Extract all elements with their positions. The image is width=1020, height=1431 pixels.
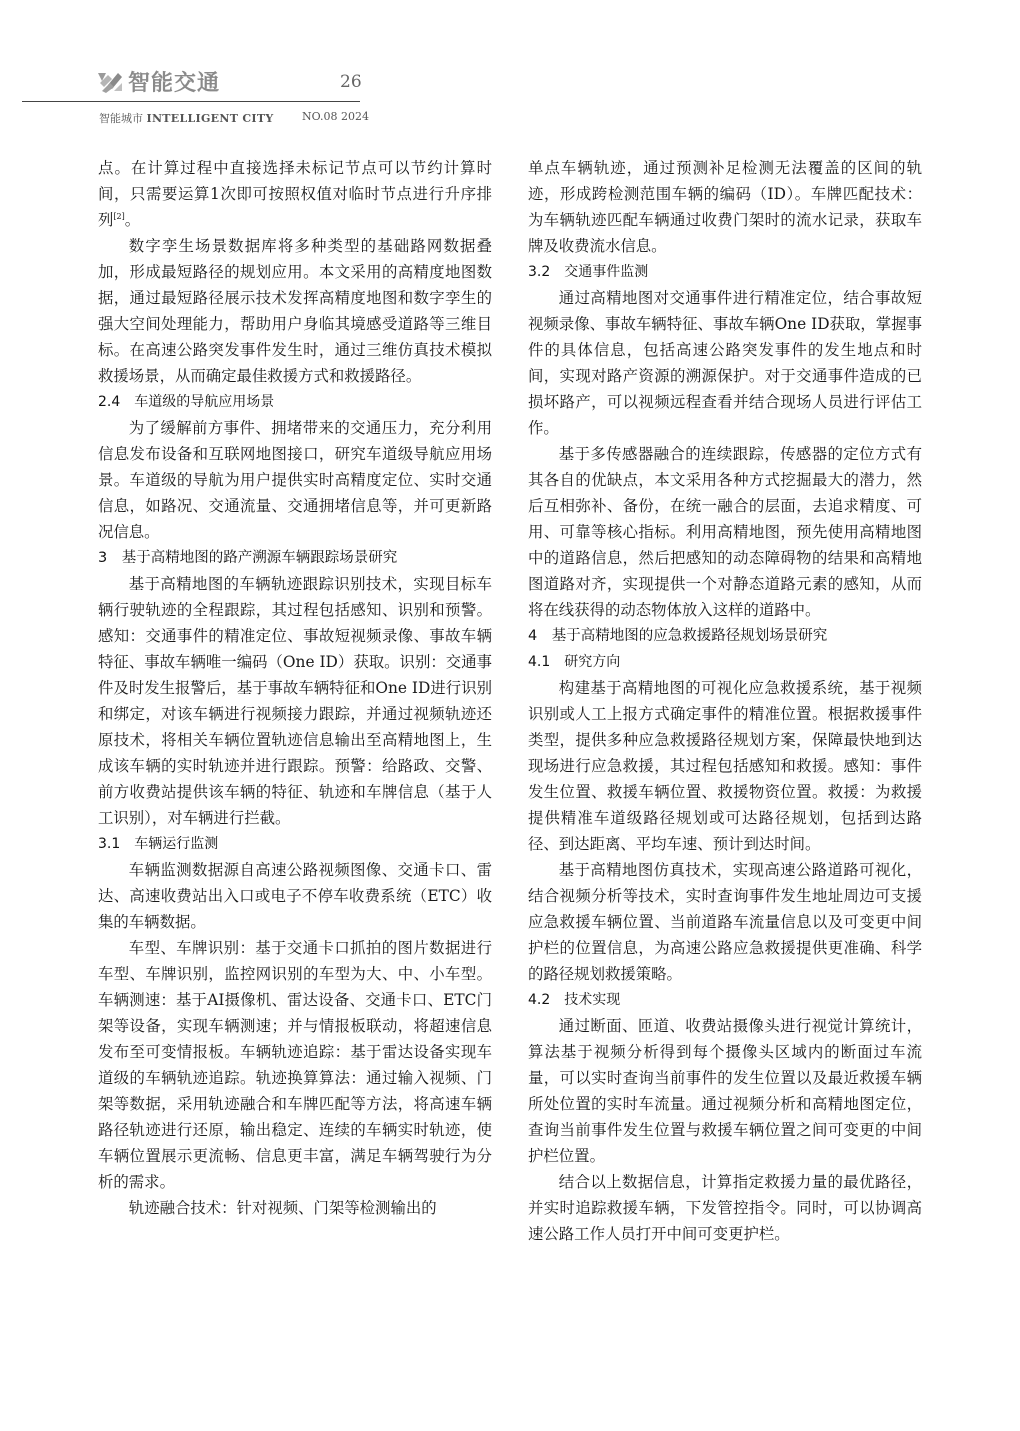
section-heading-3-1: 3.1 车辆运行监测 <box>98 836 219 852</box>
paragraph-text: 点。在计算过程中直接选择未标记节点可以节约计算时间，只需要运算1次即可按照权值对临时节点进行升序排列 <box>98 159 492 229</box>
journal-title: 智能交通 <box>128 71 221 96</box>
paragraph: 车型、车牌识别：基于交通卡口抓拍的图片数据进行车型、车牌识别，监控网识别的车型为大、中、小车型。车辆测速：基于AI摄像机、雷达设备、交通卡口、ETC门架等设备，实现车辆测速；并与情报板联动，将超速信息发布至可变情报板。车辆轨迹追踪：基于雷达设备实现车道级的车辆轨迹追踪。轨迹换算算法：通过输入视频、门架等数据，采用轨迹融合和车牌匹配等方法，将高速车辆路径轨迹进行还原，输出稳定、连续的车辆实时轨迹，使车辆位置展示更流畅、信息更丰富，满足车辆驾驶行为分析的需求。 <box>98 939 492 1191</box>
section-heading-4: 4 基于高精地图的应急救援路径规划场景研究 <box>528 628 828 644</box>
section-heading-2-4: 2.4 车道级的导航应用场景 <box>98 394 275 410</box>
issue-number: NO.08 2024 <box>302 110 369 123</box>
left-column <box>98 155 492 1221</box>
paragraph: 轨迹融合技术：针对视频、门架等检测输出的 <box>128 1199 437 1217</box>
journal-logo-icon <box>96 69 124 95</box>
section-heading-4-2: 4.2 技术实现 <box>528 992 621 1008</box>
page-header <box>0 0 1020 140</box>
paragraph: 通过高精地图对交通事件进行精准定位，结合事故短视频录像、事故车辆特征、事故车辆One ID获取，掌握事件的具体信息，包括高速公路突发事件的发生地点和时间，实现对路产资源的溯源保护。对于交通事件造成的已损坏路产，可以视频远程查看并结合现场人员进行评估工作。 <box>528 289 922 437</box>
section-heading-3: 3 基于高精地图的路产溯源车辆跟踪场景研究 <box>98 550 398 566</box>
paragraph: 结合以上数据信息，计算指定救援力量的最优路径，并实时追踪救援车辆，下发管控指令。同时，可以协调高速公路工作人员打开中间可变更护栏。 <box>528 1173 922 1243</box>
header-rule <box>22 101 360 102</box>
journal-name-cn: 智能城市 <box>99 112 143 125</box>
journal-name <box>99 110 273 126</box>
paragraph: 车辆监测数据源自高速公路视频图像、交通卡口、雷达、高速收费站出入口或电子不停车收费系统（ETC）收集的车辆数据。 <box>98 861 492 931</box>
paragraph: 构建基于高精地图的可视化应急救援系统，基于视频识别或人工上报方式确定事件的精准位置。根据救援事件类型，提供多种应急救援路径规划方案，保障最快地到达现场进行应急救援，其过程包括感知和救援。感知：事件发生位置、救援车辆位置、救援物资位置。救援：为救援提供精准车道级路径规划或可达路径规划，包括到达路径、到达距离、平均车速、预计到达时间。 <box>528 679 922 853</box>
right-column <box>528 155 922 1247</box>
paragraph: 通过断面、匝道、收费站摄像头进行视觉计算统计，算法基于视频分析得到每个摄像头区域内的断面过车流量，可以实时查询当前事件的发生位置以及最近救援车辆所处位置的实时车流量。通过视频分析和高精地图定位，查询当前事件发生位置与救援车辆位置之间可变更的中间护栏位置。 <box>528 1017 922 1165</box>
section-heading-4-1: 4.1 研究方向 <box>528 654 621 670</box>
paragraph-text-end: 。 <box>124 211 141 229</box>
journal-logo <box>96 66 220 97</box>
page-number: 26 <box>340 72 362 92</box>
paragraph <box>98 155 492 233</box>
paragraph: 基于多传感器融合的连续跟踪，传感器的定位方式有其各自的优缺点，本文采用各种方式挖掘最大的潜力，然后互相弥补、备份，在统一融合的层面，去追求精度、可用、可靠等核心指标。利用高精地图，预先使用高精地图中的道路信息，然后把感知的动态障碍物的结果和高精地图道路对齐，实现提供一个对静态道路元素的感知，从而将在线获得的动态物体放入这样的道路中。 <box>528 445 922 619</box>
paragraph: 基于高精地图仿真技术，实现高速公路道路可视化，结合视频分析等技术，实时查询事件发生地址周边可支援应急救援车辆位置、当前道路车流量信息以及可变更中间护栏的位置信息，为高速公路应急救援提供更准确、科学的路径规划救援策略。 <box>528 861 922 983</box>
citation: [2] <box>113 211 125 221</box>
journal-name-en: INTELLIGENT CITY <box>146 112 274 125</box>
paragraph: 为了缓解前方事件、拥堵带来的交通压力，充分利用信息发布设备和互联网地图接口，研究车道级导航应用场景。车道级的导航为用户提供实时高精度定位、实时交通信息，如路况、交通流量、交通拥堵信息等，并可更新路况信息。 <box>98 419 492 541</box>
section-heading-3-2: 3.2 交通事件监测 <box>528 264 649 280</box>
paragraph: 数字孪生场景数据库将多种类型的基础路网数据叠加，形成最短路径的规划应用。本文采用的高精度地图数据，通过最短路径展示技术发挥高精度地图和数字孪生的强大空间处理能力，帮助用户身临其境感受道路等三维目标。在高速公路突发事件发生时，通过三维仿真技术模拟救援场景，从而确定最佳救援方式和救援路径。 <box>98 237 492 385</box>
paragraph: 基于高精地图的车辆轨迹跟踪识别技术，实现目标车辆行驶轨迹的全程跟踪，其过程包括感知、识别和预警。感知：交通事件的精准定位、事故短视频录像、事故车辆特征、事故车辆唯一编码（One ID）获取。识别：交通事件及时发生报警后，基于事故车辆特征和One ID进行识别和绑定，对该车辆进行视频接力跟踪，并通过视频轨迹还原技术，将相关车辆位置轨迹信息输出至高精地图上，生成该车辆的实时轨迹并进行跟踪。预警：给路政、交警、前方收费站提供该车辆的特征、轨迹和车牌信息（基于人工识别），对车辆进行拦截。 <box>98 575 492 827</box>
paragraph: 单点车辆轨迹，通过预测补足检测无法覆盖的区间的轨迹，形成跨检测范围车辆的编码（ID）。车牌匹配技术：为车辆轨迹匹配车辆通过收费门架时的流水记录，获取车牌及收费流水信息。 <box>528 159 922 255</box>
